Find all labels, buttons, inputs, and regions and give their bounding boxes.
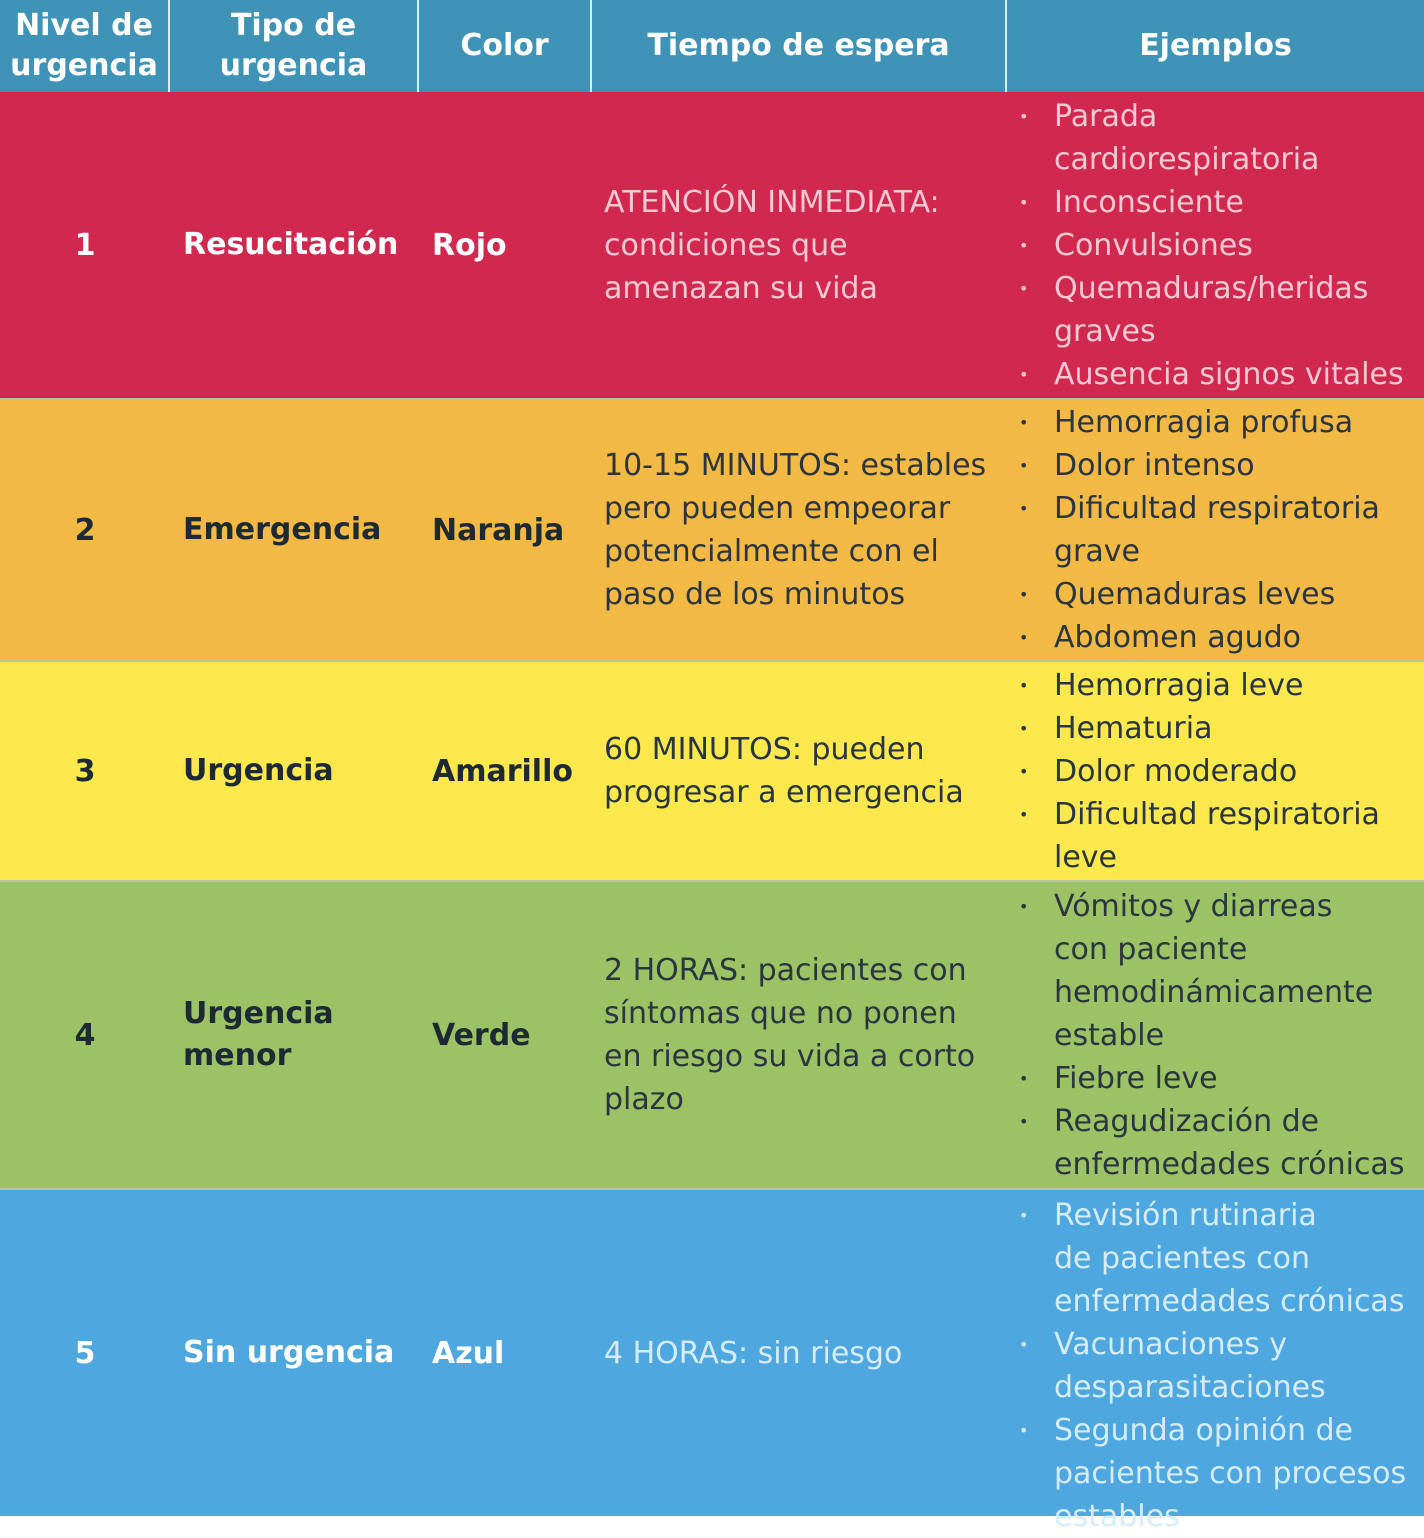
row-examples <box>1015 92 1415 398</box>
header-ejemplos-label: Ejemplos <box>1139 28 1292 63</box>
row-color-value: Amarillo <box>432 753 573 789</box>
row-type-value: Urgencia menor <box>183 996 334 1073</box>
example-item: • Hemorragia profusa <box>1015 401 1415 444</box>
row-wait <box>604 882 999 1188</box>
row-level-value: 4 <box>74 1017 96 1053</box>
row-color-value: Naranja <box>432 512 565 548</box>
example-item: • Segunda opinión de pacientes con procesos estables <box>1015 1409 1415 1538</box>
table-row-level-1 <box>0 92 1424 400</box>
row-color <box>432 882 592 1188</box>
row-wait-value: 2 HORAS: pacientes con síntomas que no ponen en riesgo su vida a corto plazo <box>604 953 976 1117</box>
row-type-value: Sin urgencia <box>183 1335 395 1370</box>
row-level-value: 5 <box>74 1335 96 1371</box>
table-row-level-4 <box>0 882 1424 1190</box>
row-type <box>183 400 419 660</box>
table-row-level-2 <box>0 400 1424 662</box>
row-wait <box>604 400 999 660</box>
row-level-value: 2 <box>74 512 96 548</box>
row-level <box>0 400 170 660</box>
row-level <box>0 1190 170 1516</box>
row-color <box>432 662 592 880</box>
examples-list <box>1015 664 1415 879</box>
examples-list <box>1015 401 1415 659</box>
example-item: • Convulsiones <box>1015 224 1415 267</box>
row-level-value: 3 <box>74 753 96 789</box>
row-examples <box>1015 882 1415 1188</box>
row-examples <box>1015 400 1415 660</box>
row-color <box>432 92 592 398</box>
row-type-value: Resucitación <box>183 227 399 262</box>
row-level <box>0 662 170 880</box>
header-tiempo <box>592 0 1007 92</box>
row-color-value: Verde <box>432 1017 531 1053</box>
example-item: • Dolor intenso <box>1015 444 1415 487</box>
row-wait-value: 10-15 MINUTOS: estables pero pueden empeorar potencialmente con el paso de los minutos <box>604 448 987 612</box>
header-tipo-label: Tipo de urgencia <box>219 8 368 83</box>
header-color <box>419 0 592 92</box>
header-color-label: Color <box>460 28 549 63</box>
example-item: • Abdomen agudo <box>1015 616 1415 659</box>
row-wait <box>604 662 999 880</box>
table-row-level-5 <box>0 1190 1424 1534</box>
example-item: • Dolor moderado <box>1015 750 1415 793</box>
examples-list <box>1015 885 1415 1186</box>
example-item: • Dificultad respiratoria grave <box>1015 487 1415 573</box>
row-type <box>183 882 419 1188</box>
row-wait <box>604 92 999 398</box>
row-examples <box>1015 662 1415 880</box>
example-item: • Vómitos y diarreas con paciente hemodinámicamente estable <box>1015 885 1415 1057</box>
example-item: • Quemaduras/heridas graves <box>1015 267 1415 353</box>
header-tipo <box>170 0 419 92</box>
example-item: • Revisión rutinaria de pacientes con enfermedades crónicas <box>1015 1194 1415 1323</box>
row-type <box>183 92 419 398</box>
example-item: • Reagudización de enfermedades crónicas <box>1015 1100 1415 1186</box>
table-row-level-3 <box>0 662 1424 882</box>
header-ejemplos <box>1007 0 1424 92</box>
example-item: • Quemaduras leves <box>1015 573 1415 616</box>
row-level <box>0 882 170 1188</box>
row-type <box>183 662 419 880</box>
row-level <box>0 92 170 398</box>
example-item: • Dificultad respiratoria leve <box>1015 793 1415 879</box>
example-item: • Hematuria <box>1015 707 1415 750</box>
row-type-value: Urgencia <box>183 753 334 788</box>
row-color-value: Azul <box>432 1335 505 1371</box>
example-item: • Vacunaciones y desparasitaciones <box>1015 1323 1415 1409</box>
table-header-row <box>0 0 1424 92</box>
example-item: • Parada cardiorespiratoria <box>1015 95 1415 181</box>
example-item: • Ausencia signos vitales <box>1015 353 1415 396</box>
row-wait-value: ATENCIÓN INMEDIATA: condiciones que amenazan su vida <box>604 184 940 306</box>
examples-list <box>1015 1194 1415 1538</box>
row-examples <box>1015 1190 1415 1534</box>
example-item: • Hemorragia leve <box>1015 664 1415 707</box>
header-nivel <box>0 0 170 92</box>
row-wait-value: 60 MINUTOS: pueden progresar a emergencia <box>604 732 964 810</box>
header-nivel-label: Nivel de urgencia <box>10 8 158 83</box>
row-level-value: 1 <box>74 227 96 263</box>
example-item: • Inconsciente <box>1015 181 1415 224</box>
row-type <box>183 1190 419 1516</box>
row-color <box>432 400 592 660</box>
row-wait <box>604 1190 999 1516</box>
header-tiempo-label: Tiempo de espera <box>647 28 950 63</box>
row-color-value: Rojo <box>432 227 507 263</box>
examples-list <box>1015 95 1415 396</box>
row-type-value: Emergencia <box>183 512 382 547</box>
row-color <box>432 1190 592 1516</box>
example-item: • Fiebre leve <box>1015 1057 1415 1100</box>
row-wait-value: 4 HORAS: sin riesgo <box>604 1335 903 1371</box>
